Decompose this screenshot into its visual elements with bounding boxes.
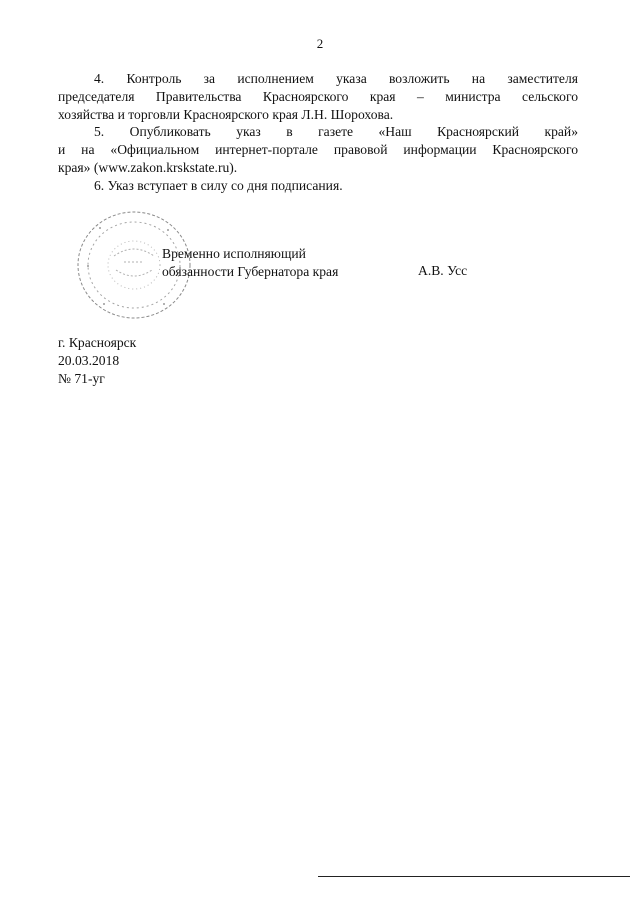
paragraph-4 (58, 70, 578, 123)
signer-name: А.В. Усс (418, 263, 468, 278)
paragraph-5-line: 5. Опубликовать указ в газете «Наш Красноярский край» (94, 124, 578, 140)
position-line: обязанности Губернатора края (162, 263, 339, 279)
decree-number: № 71-уг (58, 370, 105, 386)
position-line: Временно исполняющий (162, 246, 306, 261)
paragraph-6 (58, 177, 578, 195)
bottom-rule (318, 876, 630, 877)
date: 20.03.2018 (58, 352, 120, 368)
city: г. Красноярск (58, 335, 137, 350)
decree-body (58, 70, 578, 195)
place-date-block (58, 334, 136, 387)
paragraph-5-line: и на «Официальном интернет-портале правовой информации Красноярского (58, 142, 578, 158)
paragraph-4-line: хозяйства и торговли Красноярского края Л.Н. Шорохова. (58, 106, 394, 122)
page-number: 2 (316, 36, 324, 51)
signature-position (162, 245, 338, 281)
paragraph-4-line: председателя Правительства Красноярского края – министра сельского (58, 88, 578, 104)
paragraph-5 (58, 123, 578, 176)
paragraph-6-line: 6. Указ вступает в силу со дня подписания. (94, 177, 343, 193)
paragraph-4-line: 4. Контроль за исполнением указа возложить на заместителя (94, 71, 578, 86)
paragraph-5-line: края» (www.zakon.krskstate.ru). (58, 159, 238, 175)
